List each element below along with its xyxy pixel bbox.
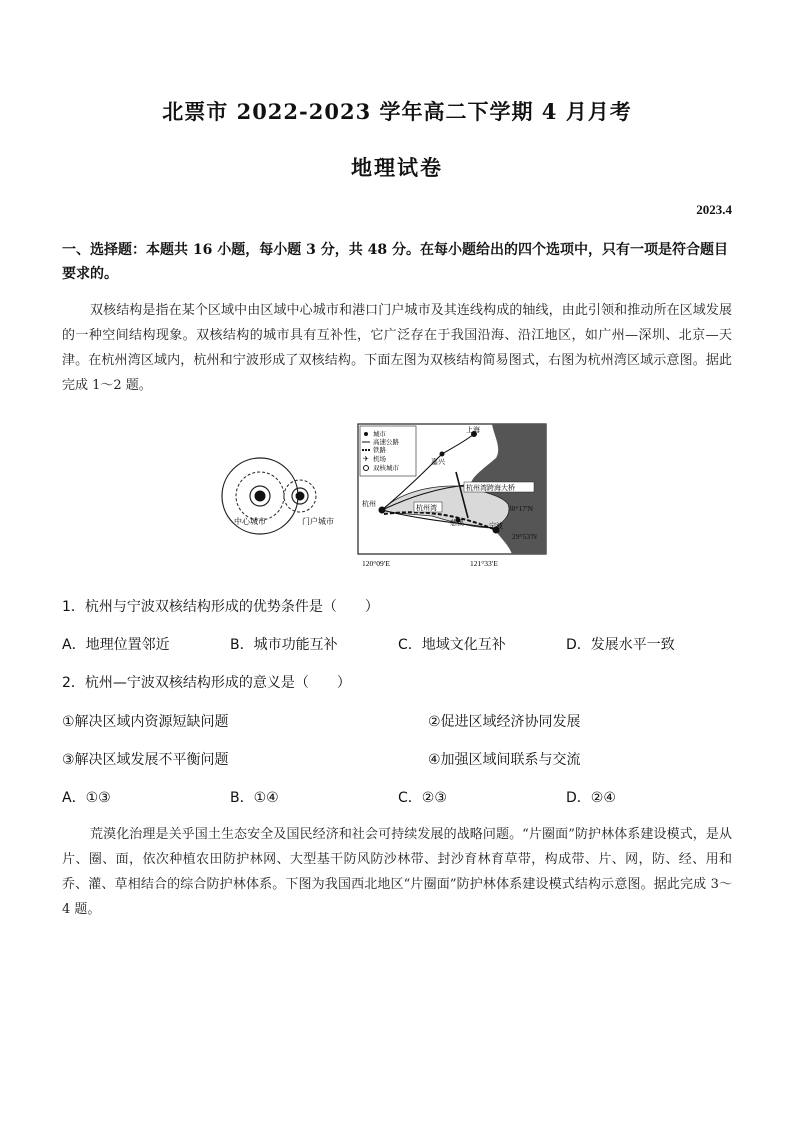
legend-city: 城市 — [373, 430, 386, 438]
q2-option-c: C．②③ — [398, 790, 447, 806]
label-jiaxing: 嘉兴 — [431, 458, 445, 466]
legend-dual-core: 双核城市 — [373, 464, 399, 472]
hangzhou-bay-map — [358, 424, 546, 568]
q2-statement-4: ④加强区域间联系与交流 — [428, 752, 581, 768]
legend-highway: 高速公路 — [373, 438, 399, 446]
dual-core-schematic — [222, 458, 334, 534]
label-lat-30-17: 30°17′N — [508, 504, 534, 513]
q2-option-a: A．①③ — [62, 790, 111, 806]
center-city-label: 中心城市 — [234, 517, 266, 526]
label-ningbo: 宁波 — [489, 522, 503, 530]
exam-date: 2023.4 — [696, 202, 732, 217]
label-lon-120-09: 120°09′E — [362, 559, 390, 568]
label-hangzhou-bay: 杭州湾 — [416, 504, 437, 512]
label-lon-121-33: 121°33′E — [470, 559, 498, 568]
question-1-stem: 1．杭州与宁波双核结构形成的优势条件是（ ） — [62, 599, 379, 615]
q2-statement-1: ①解决区域内资源短缺问题 — [62, 714, 229, 730]
q1-option-d: D．发展水平一致 — [566, 637, 675, 653]
page-subtitle: 地理试卷 — [351, 155, 443, 180]
airport-icon: ✈ — [363, 455, 369, 463]
label-lat-29-53: 29°53′N — [512, 532, 538, 541]
label-shanghai: 上海 — [466, 426, 480, 434]
label-hangzhou: 杭州 — [362, 500, 376, 508]
label-cixi: 慈溪 — [450, 519, 464, 527]
question-2-stem: 2．杭州—宁波双核结构形成的意义是（ ） — [62, 675, 351, 691]
q1-option-b: B．城市功能互补 — [230, 637, 338, 653]
legend-airport: 机场 — [373, 455, 386, 463]
figure-dual-core-map — [212, 418, 552, 574]
passage-1: 双核结构是指在某个区域中由区域中心城市和港口门户城市及其连线构成的轴线，由此引领和推动所在区域发展的一种空间结构现象。双核结构的城市具有互补性，它广泛存在于我国沿海、沿江地区，如广州—深圳、北京—天津。在杭州湾区域内，杭州和宁波形成了双核结构。下面左图为双核结构简易图式，右图为杭州湾区域示意图。据此完成 1～2 题。 — [62, 303, 732, 393]
q1-option-a: A．地理位置邻近 — [62, 637, 170, 653]
section-heading: 一、选择题：本题共 16 小题，每小题 3 分，共 48 分。在每小题给出的四个选项中，只有一项是符合题目要求的。 — [62, 242, 728, 282]
gateway-city-dot — [296, 492, 305, 501]
gateway-city-label: 门户城市 — [302, 517, 334, 526]
q2-statement-2: ②促进区域经济协同发展 — [428, 714, 581, 730]
passage-2: 荒漠化治理是关乎国土生态安全及国民经济和社会可持续发展的战略问题。“片圈面”防护林体系建设模式，是从片、圈、面，依次种植农田防护林网、大型基干防风防沙林带、封沙育林育草带，构成带、片、网，防、经、用和乔、灌、草相结合的综合防护林体系。下图为我国西北地区“片圈面”防护林体系建设模式结构示意图。据此完成 3～4 题。 — [62, 827, 732, 917]
q2-statement-3: ③解决区域发展不平衡问题 — [62, 752, 229, 768]
q2-option-d: D．②④ — [566, 790, 616, 806]
q1-option-c: C．地域文化互补 — [398, 637, 506, 653]
label-bridge: 杭州湾跨海大桥 — [466, 484, 515, 492]
center-city-dot — [255, 491, 266, 502]
page-title: 北票市 2022-2023 学年高二下学期 4 月月考 — [162, 99, 632, 124]
q2-option-b: B．①④ — [230, 790, 279, 806]
legend-railway: 铁路 — [373, 446, 386, 454]
